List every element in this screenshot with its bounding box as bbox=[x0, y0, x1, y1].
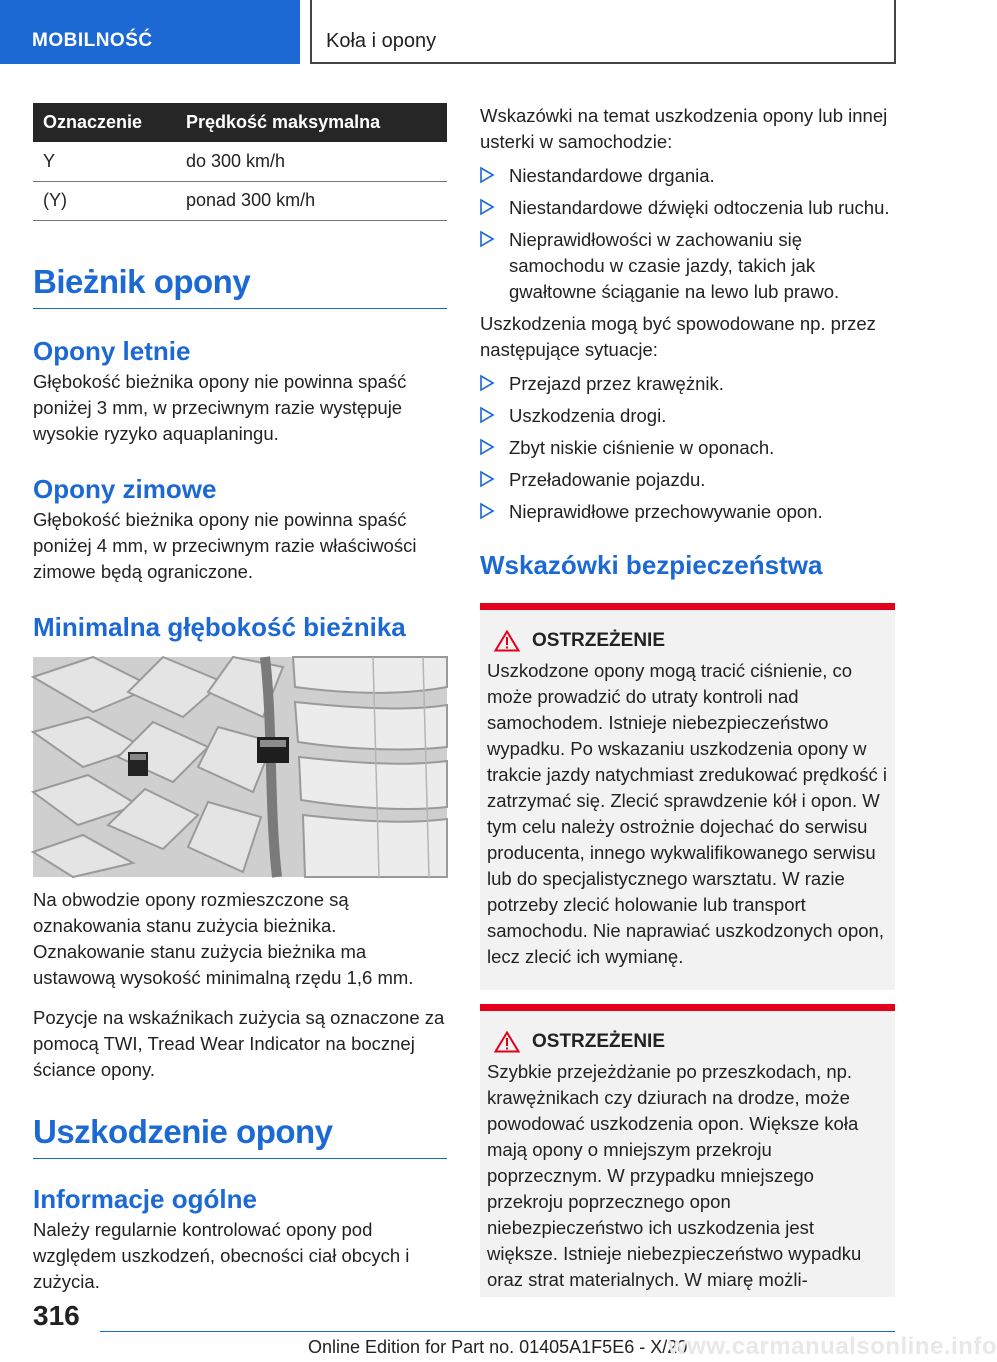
warning-triangle-icon bbox=[494, 630, 520, 652]
damage-causes-list bbox=[480, 371, 895, 525]
triangle-bullet-icon bbox=[480, 199, 494, 215]
speed-rating-table bbox=[33, 103, 447, 221]
general-info-text: Należy regularnie kontrolować opony pod względem uszkodzeń, obecności ciał obcych i zużycia. bbox=[33, 1218, 410, 1292]
tread-indicator-text-1: Na obwodzie opony rozmieszczone są oznakowania stanu zużycia bieżnika. Oznakowanie stanu zużycia bieżnika ma ustawową wysokość minimalną rzędu 1,6 mm. bbox=[33, 888, 414, 988]
warning-text: Szybkie przejeżdżanie po przeszkodach, np. krawężnikach czy dziurach na drodze, może powodować uszkodzenia opon. Większe koła mają opony o mniejszym przekroju poprzecznym. W przypadku mniejszego przekroju poprzecznego opon niebezpieczeństwo ich uszkodzenia jest większe. Istnieje niebezpieczeństwo wypadku oraz strat materialnych. W miarę możli- bbox=[487, 1061, 862, 1290]
triangle-bullet-icon bbox=[480, 471, 494, 487]
left-column bbox=[33, 103, 447, 1295]
list-item bbox=[480, 467, 895, 493]
warning-box bbox=[480, 1004, 895, 1297]
list-item-text: Przeładowanie pojazdu. bbox=[509, 469, 706, 490]
list-item bbox=[480, 163, 895, 189]
heading-tyre-damage: Uszkodzenie opony bbox=[33, 1113, 447, 1159]
triangle-bullet-icon bbox=[480, 167, 494, 183]
table-cell: ponad 300 km/h bbox=[176, 181, 447, 220]
list-item-text: Nieprawidłowe przechowywanie opon. bbox=[509, 501, 823, 522]
warning-label: OSTRZEŻENIE bbox=[532, 630, 666, 651]
warning-triangle-icon bbox=[494, 1031, 520, 1053]
page-number: 316 bbox=[33, 1300, 80, 1331]
header-chapter-tab: Koła i opony bbox=[310, 0, 896, 64]
footer-divider bbox=[100, 1331, 895, 1332]
heading-min-tread-depth: Minimalna głębokość bieżnika bbox=[33, 611, 406, 642]
table-row bbox=[33, 142, 447, 181]
warning-label: OSTRZEŻENIE bbox=[532, 1031, 666, 1052]
damage-hints-list bbox=[480, 163, 895, 305]
tread-indicator-text-2: Pozycje na wskaźnikach zużycia są oznaczone za pomocą TWI, Tread Wear Indicator na bocznej ściance opony. bbox=[33, 1006, 445, 1080]
heading-safety-notes: Wskazówki bezpieczeństwa bbox=[480, 550, 823, 580]
list-item bbox=[480, 403, 895, 429]
heading-winter-tyres: Opony zimowe bbox=[33, 473, 217, 504]
list-item-text: Nieprawidłowości w zachowaniu się samochodu w czasie jazdy, takich jak gwałtowne ściąganie na lewo lub prawo. bbox=[509, 229, 840, 302]
warning-header bbox=[487, 1031, 887, 1053]
list-item bbox=[480, 195, 895, 221]
heading-summer-tyres: Opony letnie bbox=[33, 335, 191, 366]
list-item bbox=[480, 435, 895, 461]
damage-hints-intro: Wskazówki na temat uszkodzenia opony lub innej usterki w samochodzie: bbox=[480, 105, 888, 152]
triangle-bullet-icon bbox=[480, 407, 494, 423]
list-item-text: Zbyt niskie ciśnienie w oponach. bbox=[509, 437, 775, 458]
header-section-tab: MOBILNOŚĆ bbox=[0, 0, 300, 64]
triangle-bullet-icon bbox=[480, 503, 494, 519]
table-header-row bbox=[33, 103, 447, 142]
triangle-bullet-icon bbox=[480, 439, 494, 455]
table-cell: Y bbox=[33, 142, 176, 181]
heading-general-info: Informacje ogólne bbox=[33, 1183, 257, 1214]
triangle-bullet-icon bbox=[480, 231, 494, 247]
list-item bbox=[480, 227, 895, 305]
watermark: www.carmanualsonline.info bbox=[668, 1333, 997, 1360]
tyre-tread-illustration bbox=[33, 657, 447, 877]
summer-tyres-text: Głębokość bieżnika opony nie powinna spaść poniżej 3 mm, w przeciwnym razie występuje wysokie ryzyko aquaplaningu. bbox=[33, 370, 407, 444]
list-item-text: Niestandardowe drgania. bbox=[509, 165, 715, 186]
list-item bbox=[480, 499, 895, 525]
footer-edition: Online Edition for Part no. 01405A1F5E6 - X/20 bbox=[308, 1337, 688, 1357]
damage-causes-intro: Uszkodzenia mogą być spowodowane np. przez następujące sytuacje: bbox=[480, 313, 876, 360]
winter-tyres-text: Głębokość bieżnika opony nie powinna spaść poniżej 4 mm, w przeciwnym razie właściwości zimowe będą ograniczone. bbox=[33, 508, 417, 582]
tread-wear-indicator-image bbox=[33, 657, 447, 877]
table-header-cell: Prędkość maksymalna bbox=[176, 103, 447, 142]
warning-header bbox=[487, 630, 887, 652]
table-cell: (Y) bbox=[33, 181, 176, 220]
triangle-bullet-icon bbox=[480, 375, 494, 391]
list-item-text: Uszkodzenia drogi. bbox=[509, 405, 667, 426]
list-item-text: Niestandardowe dźwięki odtoczenia lub ruchu. bbox=[509, 197, 890, 218]
list-item bbox=[480, 371, 895, 397]
list-item-text: Przejazd przez krawężnik. bbox=[509, 373, 724, 394]
table-row bbox=[33, 181, 447, 220]
table-cell: do 300 km/h bbox=[176, 142, 447, 181]
heading-tread: Bieżnik opony bbox=[33, 263, 447, 309]
right-column bbox=[480, 103, 895, 1297]
table-header-cell: Oznaczenie bbox=[33, 103, 176, 142]
warning-box bbox=[480, 603, 895, 990]
warning-text: Uszkodzone opony mogą tracić ciśnienie, co może prowadzić do utraty kontroli nad samochodem. Istnieje niebezpieczeństwo wypadku. Po wskazaniu uszkodzenia opony w trakcie jazdy natychmiast zredukować prędkość i zatrzymać się. Zlecić sprawdzenie kół i opon. W tym celu należy ostrożnie dojechać do serwisu producenta, innego wykwalifikowanego serwisu lub do specjalistycznego warsztatu. W razie potrzeby zlecić holowanie lub transport samochodu. Nie naprawiać uszkodzonych opon, lecz zlecić ich wymianę. bbox=[487, 660, 887, 967]
